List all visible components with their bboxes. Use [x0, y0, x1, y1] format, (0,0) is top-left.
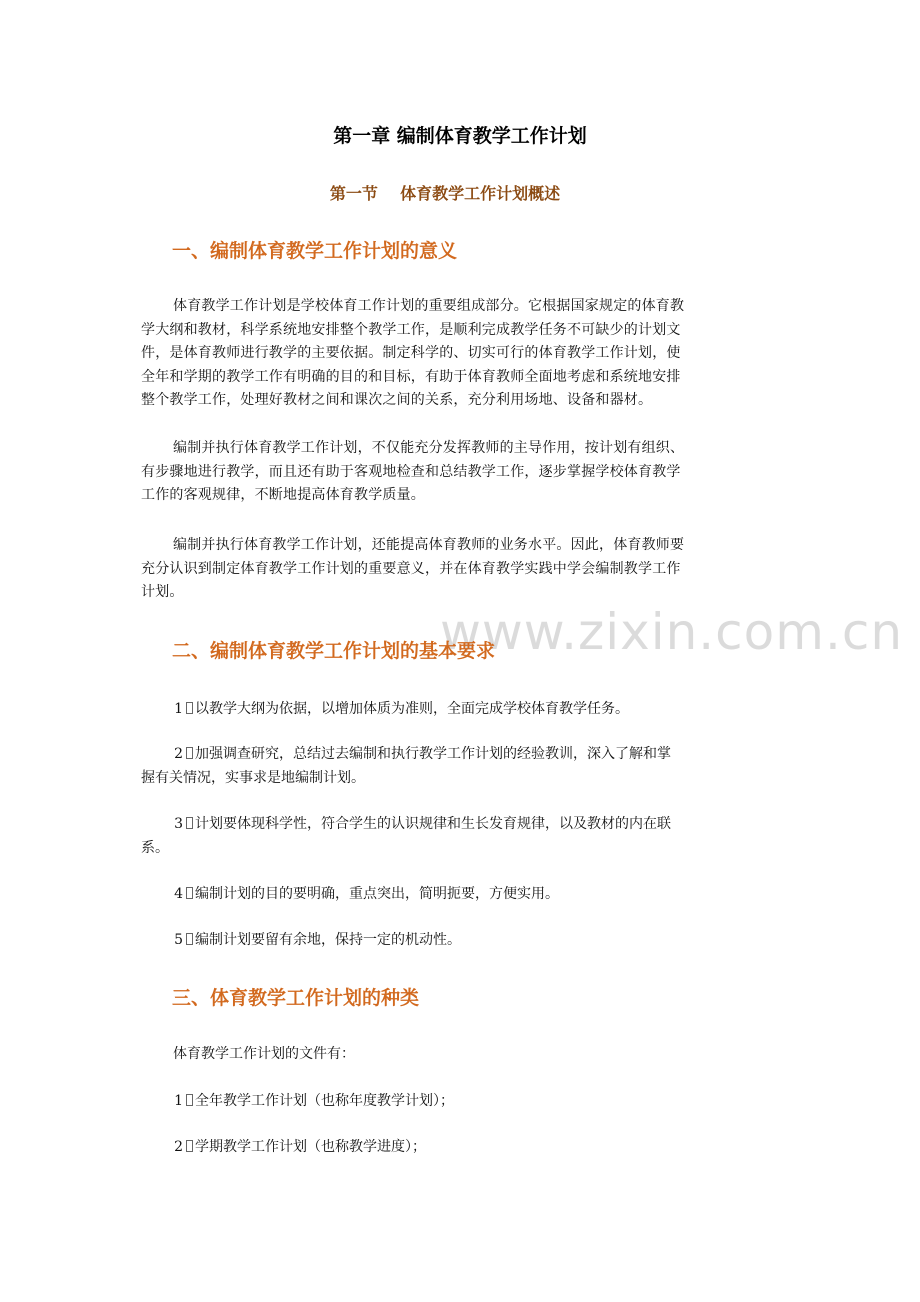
list-item: [141, 883, 753, 907]
item-number: 2: [174, 746, 183, 762]
paragraph-line: 件，是体育教师进行教学的主要依据。制定科学的、切实可行的体育教学工作计划，使: [141, 345, 681, 361]
paragraph-1: [141, 295, 753, 413]
item-number: 1: [174, 701, 183, 717]
item-text: 学期教学工作计划（也称教学进度）；: [195, 1139, 426, 1155]
heading-types: 三、体育教学工作计划的种类: [172, 987, 420, 1009]
item-text: 编制计划的目的要明确，重点突出，简明扼要，方便实用。: [195, 886, 559, 902]
placeholder-box-icon: [186, 1140, 193, 1152]
placeholder-box-icon: [186, 747, 193, 759]
item-number: 4: [174, 886, 183, 902]
intro-text: [141, 1043, 753, 1067]
item-number: 3: [174, 816, 183, 832]
item-number: 2: [174, 1139, 183, 1155]
list-item: [141, 698, 753, 722]
list-item: [141, 1136, 753, 1160]
item-text: 以教学大纲为依据，以增加体质为准则，全面完成学校体育教学任务。: [195, 701, 629, 717]
list-item: [141, 743, 753, 790]
item-text: 编制计划要留有余地，保持一定的机动性。: [195, 932, 461, 948]
item-number: 5: [174, 932, 183, 948]
list-item: [141, 1090, 753, 1114]
placeholder-box-icon: [186, 887, 193, 899]
paragraph-2: [141, 437, 753, 508]
list-item: [141, 929, 753, 953]
list-item: [141, 813, 753, 860]
paragraph-line: 编制并执行体育教学工作计划，不仅能充分发挥教师的主导作用，按计划有组织、: [173, 440, 685, 456]
paragraph-line: 工作的客观规律，不断地提高体育教学质量。: [141, 487, 425, 503]
item-text: 全年教学工作计划（也称年度教学计划）；: [195, 1093, 454, 1109]
paragraph-line: 有步骤地进行教学，而且还有助于客观地检查和总结教学工作，逐步掌握学校体育教学: [141, 463, 681, 480]
paragraph-line: 充分认识到制定体育教学工作计划的重要意义，并在体育教学实践中学会编制教学工作: [141, 560, 681, 577]
watermark: www.zixin.com.cn: [440, 603, 904, 661]
paragraph-line: 学大纲和教材，科学系统地安排整个教学工作，是顺利完成教学任务不可缺少的计划文: [141, 321, 681, 338]
paragraph-3: [141, 534, 753, 605]
item-text: 握有关情况，实事求是地编制计划。: [141, 769, 365, 786]
item-number: 1: [174, 1093, 183, 1109]
placeholder-box-icon: [186, 817, 193, 829]
item-text: 加强调查研究，总结过去编制和执行教学工作计划的经验教训，深入了解和掌: [195, 746, 671, 762]
placeholder-box-icon: [186, 933, 193, 945]
paragraph-line: 整个教学工作，处理好教材之间和课次之间的关系，充分利用场地、设备和器材。: [141, 392, 653, 408]
heading-significance: 一、编制体育教学工作计划的意义: [172, 240, 458, 262]
heading-requirements: 二、编制体育教学工作计划的基本要求: [172, 640, 496, 662]
section-title: 第一节 体育教学工作计划概述: [329, 184, 561, 203]
item-text: 系。: [141, 839, 169, 856]
item-text: 计划要体现科学性，符合学生的认识规律和生长发育规律，以及教材的内在联: [195, 816, 671, 832]
intro-line: 体育教学工作计划的文件有：: [173, 1046, 355, 1062]
placeholder-box-icon: [186, 1094, 193, 1106]
placeholder-box-icon: [186, 702, 193, 714]
chapter-title: 第一章 编制体育教学工作计划: [333, 125, 587, 147]
paragraph-line: 编制并执行体育教学工作计划，还能提高体育教师的业务水平。因此，体育教师要: [173, 537, 685, 553]
paragraph-line: 全年和学期的教学工作有明确的目的和目标，有助于体育教师全面地考虑和系统地安排: [141, 368, 681, 385]
paragraph-line: 体育教学工作计划是学校体育工作计划的重要组成部分。它根据国家规定的体育教: [173, 298, 685, 314]
paragraph-line: 计划。: [141, 584, 184, 600]
